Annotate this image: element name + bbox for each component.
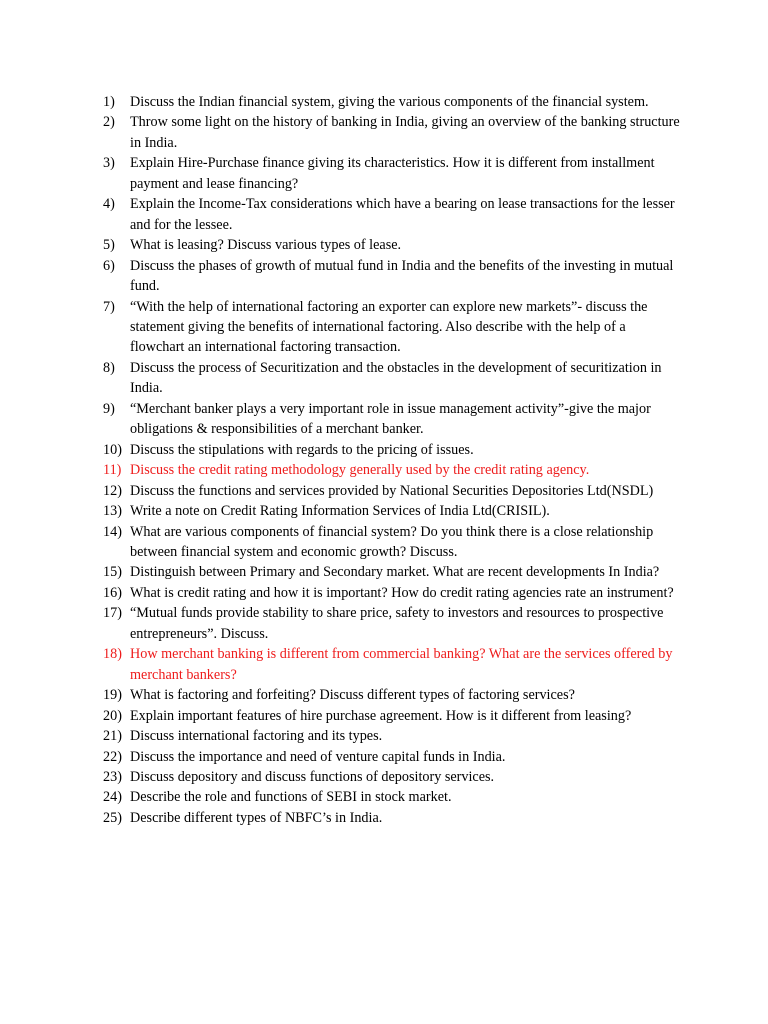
question-text: How merchant banking is different from commercial banking? What are the services offered by merchant bankers? xyxy=(130,646,673,683)
question-item xyxy=(103,603,683,644)
question-item xyxy=(103,235,683,255)
question-text: Discuss the stipulations with regards to the pricing of issues. xyxy=(130,441,474,458)
question-number: 16) xyxy=(103,584,122,601)
question-number: 23) xyxy=(103,768,122,785)
question-text: Describe the role and functions of SEBI in stock market. xyxy=(130,789,452,806)
question-item xyxy=(103,92,683,112)
question-item xyxy=(103,297,683,358)
question-text: Throw some light on the history of banking in India, giving an overview of the banking structure in India. xyxy=(130,114,680,151)
question-text: What is leasing? Discuss various types of lease. xyxy=(130,237,402,254)
question-item xyxy=(103,481,683,501)
question-number: 22) xyxy=(103,748,122,765)
question-number: 6) xyxy=(103,257,115,274)
question-item xyxy=(103,153,683,194)
question-item xyxy=(103,767,683,787)
question-item xyxy=(103,522,683,563)
question-item xyxy=(103,787,683,807)
question-number: 19) xyxy=(103,687,122,704)
question-item xyxy=(103,440,683,460)
question-number: 1) xyxy=(103,94,115,110)
question-text: Discuss the functions and services provided by National Securities Depositories Ltd(NSDL) xyxy=(130,482,654,499)
question-number: 4) xyxy=(103,196,115,213)
question-text: What is factoring and forfeiting? Discuss different types of factoring services? xyxy=(130,687,575,704)
question-number: 15) xyxy=(103,564,122,581)
question-text: “Mutual funds provide stability to share price, safety to investors and resources to prospective entrepreneurs”. Discuss. xyxy=(130,605,664,642)
question-text: “With the help of international factoring an exporter can explore new markets”- discuss the statement giving the benefits of international factoring. Also describe with the help of a flowchart an international factoring transaction. xyxy=(130,298,648,356)
question-number: 25) xyxy=(103,809,122,826)
question-item xyxy=(103,501,683,521)
question-number: 8) xyxy=(103,359,115,376)
question-text: Write a note on Credit Rating Information Services of India Ltd(CRISIL). xyxy=(130,503,550,520)
question-item xyxy=(103,685,683,705)
question-number: 17) xyxy=(103,605,122,622)
question-text: Discuss the importance and need of venture capital funds in India. xyxy=(130,748,506,765)
question-number: 20) xyxy=(103,707,122,724)
question-number: 7) xyxy=(103,298,115,315)
question-item xyxy=(103,644,683,685)
question-text: Discuss the phases of growth of mutual fund in India and the benefits of the investing in mutual fund. xyxy=(130,257,674,295)
question-number: 9) xyxy=(103,400,115,417)
question-number: 3) xyxy=(103,155,115,172)
question-text: Discuss depository and discuss functions of depository services. xyxy=(130,768,495,785)
question-item xyxy=(103,256,683,297)
question-text: Discuss international factoring and its types. xyxy=(130,728,383,745)
question-item xyxy=(103,358,683,399)
question-list xyxy=(103,92,683,828)
question-item xyxy=(103,747,683,767)
question-text: Describe different types of NBFC’s in India. xyxy=(130,809,383,826)
question-text: Explain important features of hire purchase agreement. How is it different from leasing? xyxy=(130,707,632,724)
question-number: 5) xyxy=(103,237,115,254)
question-text: Explain the Income-Tax considerations which have a bearing on lease transactions for the lesser and for the lessee. xyxy=(130,196,675,233)
question-number: 10) xyxy=(103,441,122,458)
question-text: “Merchant banker plays a very important role in issue management activity”-give the major obligations & responsibilities of a merchant banker. xyxy=(130,400,651,438)
question-text: Explain Hire-Purchase finance giving its characteristics. How it is different from installment payment and lease financing? xyxy=(130,155,655,192)
question-item xyxy=(103,562,683,582)
question-item xyxy=(103,399,683,440)
question-number: 12) xyxy=(103,482,122,499)
question-number: 14) xyxy=(103,523,122,540)
question-text: What are various components of financial system? Do you think there is a close relationship between financial system and economic growth? Discuss. xyxy=(130,523,654,560)
question-number: 24) xyxy=(103,789,122,806)
question-item xyxy=(103,706,683,726)
question-text: What is credit rating and how it is important? How do credit rating agencies rate an instrument? xyxy=(130,584,674,601)
question-text: Discuss the Indian financial system, giving the various components of the financial system. xyxy=(130,94,649,110)
question-text: Distinguish between Primary and Secondary market. What are recent developments In India? xyxy=(130,564,660,581)
question-item xyxy=(103,583,683,603)
question-item xyxy=(103,726,683,746)
question-number: 18) xyxy=(103,646,122,663)
question-number: 13) xyxy=(103,503,122,520)
question-item xyxy=(103,460,683,480)
question-number: 11) xyxy=(103,462,122,479)
question-number: 2) xyxy=(103,114,115,131)
question-text: Discuss the process of Securitization and the obstacles in the development of securitization in India. xyxy=(130,359,662,397)
question-text: Discuss the credit rating methodology generally used by the credit rating agency. xyxy=(130,462,590,479)
question-item xyxy=(103,194,683,235)
question-number: 21) xyxy=(103,728,122,745)
question-item xyxy=(103,112,683,153)
question-item xyxy=(103,808,683,828)
